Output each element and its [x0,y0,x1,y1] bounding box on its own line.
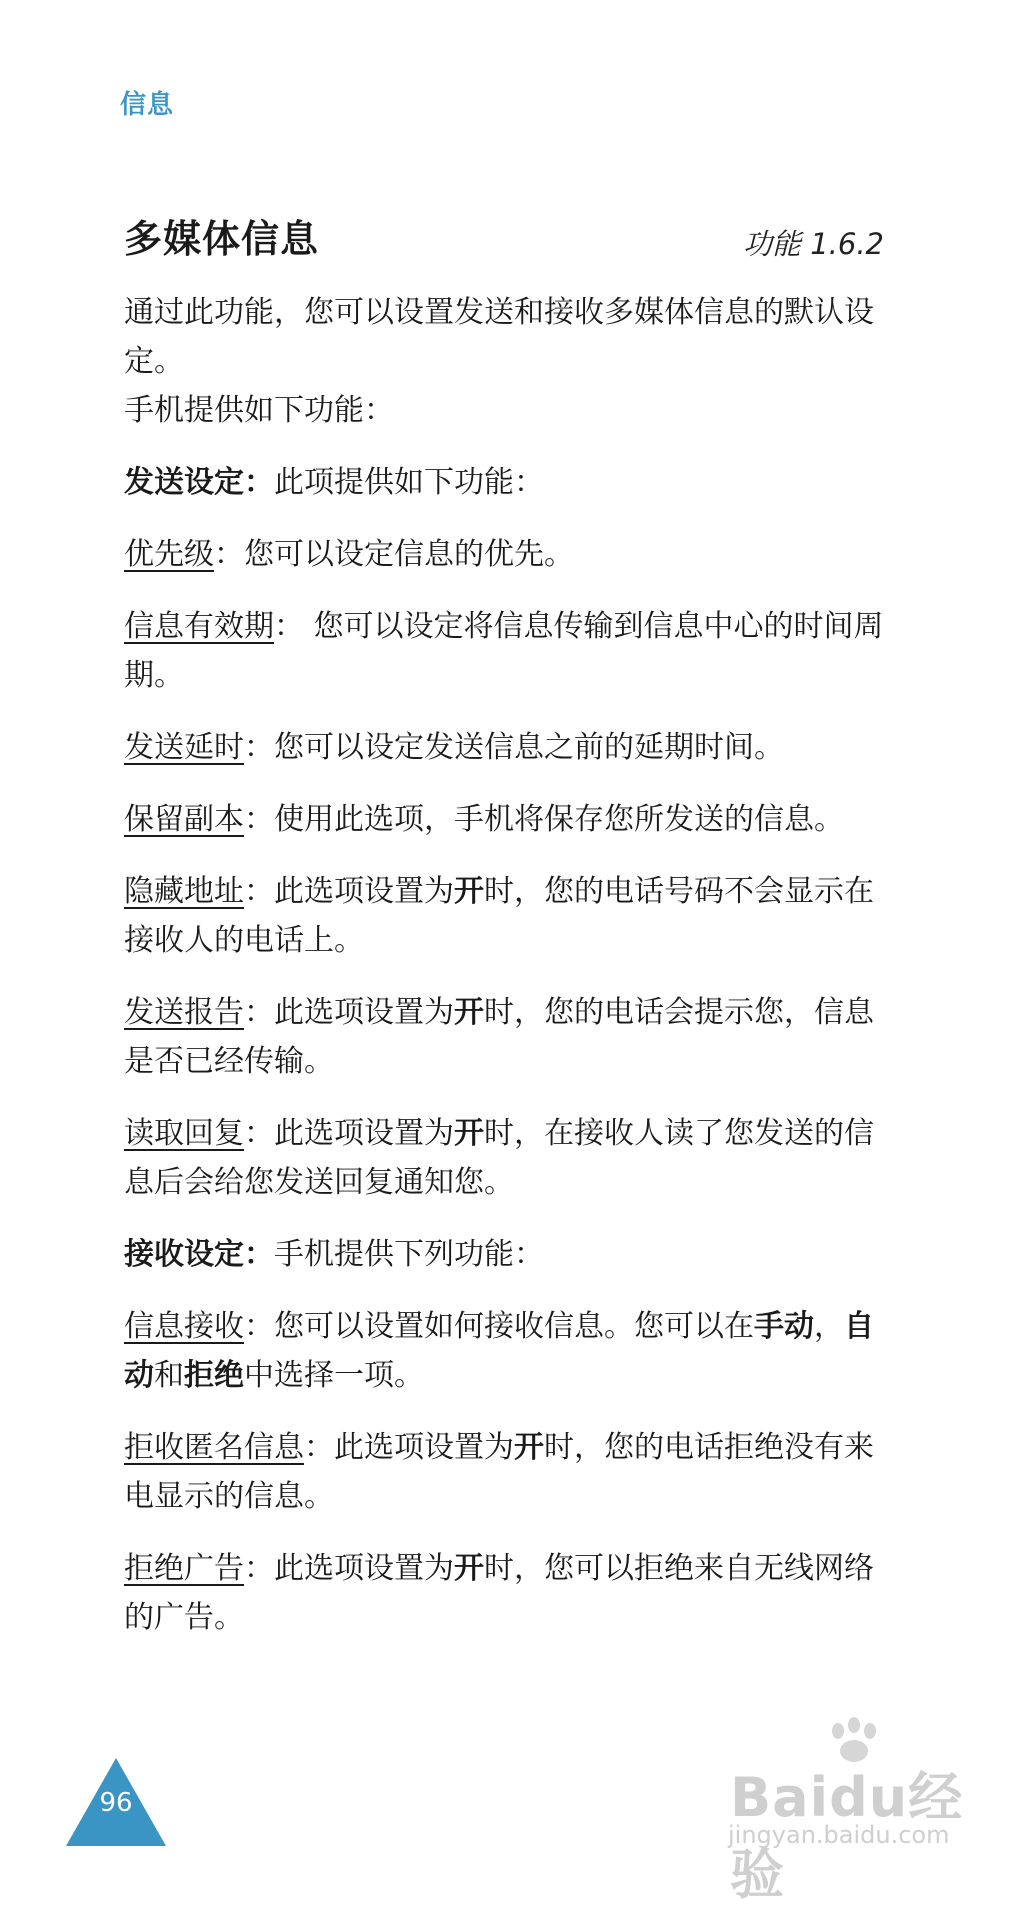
setting-desc: 时，您的电话号码不会显示在接收人的电话上。 [124,874,874,958]
option-auto: 自动 [124,1309,874,1393]
setting-desc: 此选项设置为 [334,1430,514,1465]
setting-desc: 此选项设置为 [274,1551,454,1586]
send-settings-title: 发送设定： [124,465,274,500]
setting-item-message-receive [124,1302,884,1400]
setting-value-on: 开 [454,1551,484,1586]
setting-value-on: 开 [454,995,484,1030]
separator: ： [244,1116,274,1151]
setting-item-delay [124,723,884,772]
watermark-logo: Baidu经验 [730,1766,964,1906]
title-row [124,208,884,260]
setting-item-hide-address [124,867,884,965]
separator: ： [244,1551,274,1586]
page-number-badge [66,1758,166,1846]
separator: ： [214,537,244,572]
setting-value-on: 开 [514,1430,544,1465]
setting-desc: 使用此选项，手机将保存您所发送的信息。 [274,802,844,837]
separator: ： [304,1430,334,1465]
setting-term: 拒绝广告 [124,1551,244,1586]
send-settings-heading [124,458,884,507]
page-number: 96 [99,1788,133,1818]
setting-desc: 时，在接收人读了您发送的信息后会给您发送回复通知您。 [124,1116,874,1200]
intro-paragraph: 通过此功能，您可以设置发送和接收多媒体信息的默认设定。 [124,295,874,379]
setting-term: 信息接收 [124,1309,244,1344]
watermark-url: jingyan.baidu.com [728,1821,950,1849]
page-title: 多媒体信息 [124,217,320,261]
setting-item-read-reply [124,1109,884,1207]
setting-desc: 您可以设定发送信息之前的延期时间。 [274,730,784,765]
setting-value-on: 开 [454,1116,484,1151]
content-body [124,288,884,1665]
separator: ： [244,1309,274,1344]
setting-item-keep-copy [124,795,884,844]
baidu-watermark [724,1715,984,1906]
conjunction: 和 [154,1358,184,1393]
setting-term: 保留副本 [124,802,244,837]
setting-term: 发送延时 [124,730,244,765]
section-label: 信息 [120,90,175,120]
separator: ： [244,802,274,837]
setting-desc: 时，您的电话拒绝没有来电显示的信息。 [124,1430,874,1514]
setting-term: 信息有效期 [124,609,274,644]
setting-item-priority [124,530,884,579]
setting-desc: 此选项设置为 [274,995,454,1030]
option-reject: 拒绝 [184,1358,244,1393]
setting-value-on: 开 [454,874,484,909]
setting-item-delivery-report [124,988,884,1086]
setting-desc: 中选择一项。 [244,1358,424,1393]
separator: ， [814,1309,844,1344]
separator: ： [244,730,274,765]
receive-settings-heading [124,1230,884,1279]
setting-term: 发送报告 [124,995,244,1030]
setting-item-validity [124,602,884,700]
setting-desc: 您可以设定信息的优先。 [244,537,574,572]
setting-desc: 此选项设置为 [274,1116,454,1151]
receive-settings-title: 接收设定： [124,1237,274,1272]
receive-settings-desc: 手机提供下列功能： [274,1237,544,1272]
send-settings-desc: 此项提供如下功能： [274,465,544,500]
option-manual: 手动 [754,1309,814,1344]
separator: ： [244,995,274,1030]
setting-desc: 时，您的电话会提示您，信息是否已经传输。 [124,995,874,1079]
separator: ： [244,874,274,909]
function-number: 功能 1.6.2 [742,227,884,261]
intro-provides: 手机提供如下功能： [124,393,394,428]
setting-desc: 此选项设置为 [274,874,454,909]
setting-desc: 时，您可以拒绝来自无线网络的广告。 [124,1551,874,1635]
setting-term: 隐藏地址 [124,874,244,909]
setting-desc: 您可以设定将信息传输到信息中心的时间周期。 [124,609,884,693]
setting-item-reject-ads [124,1544,884,1642]
setting-term: 读取回复 [124,1116,244,1151]
setting-term: 拒收匿名信息 [124,1430,304,1465]
setting-term: 优先级 [124,537,214,572]
setting-item-reject-anonymous [124,1423,884,1521]
separator: ： [274,609,314,644]
setting-desc: 您可以设置如何接收信息。您可以在 [274,1309,754,1344]
